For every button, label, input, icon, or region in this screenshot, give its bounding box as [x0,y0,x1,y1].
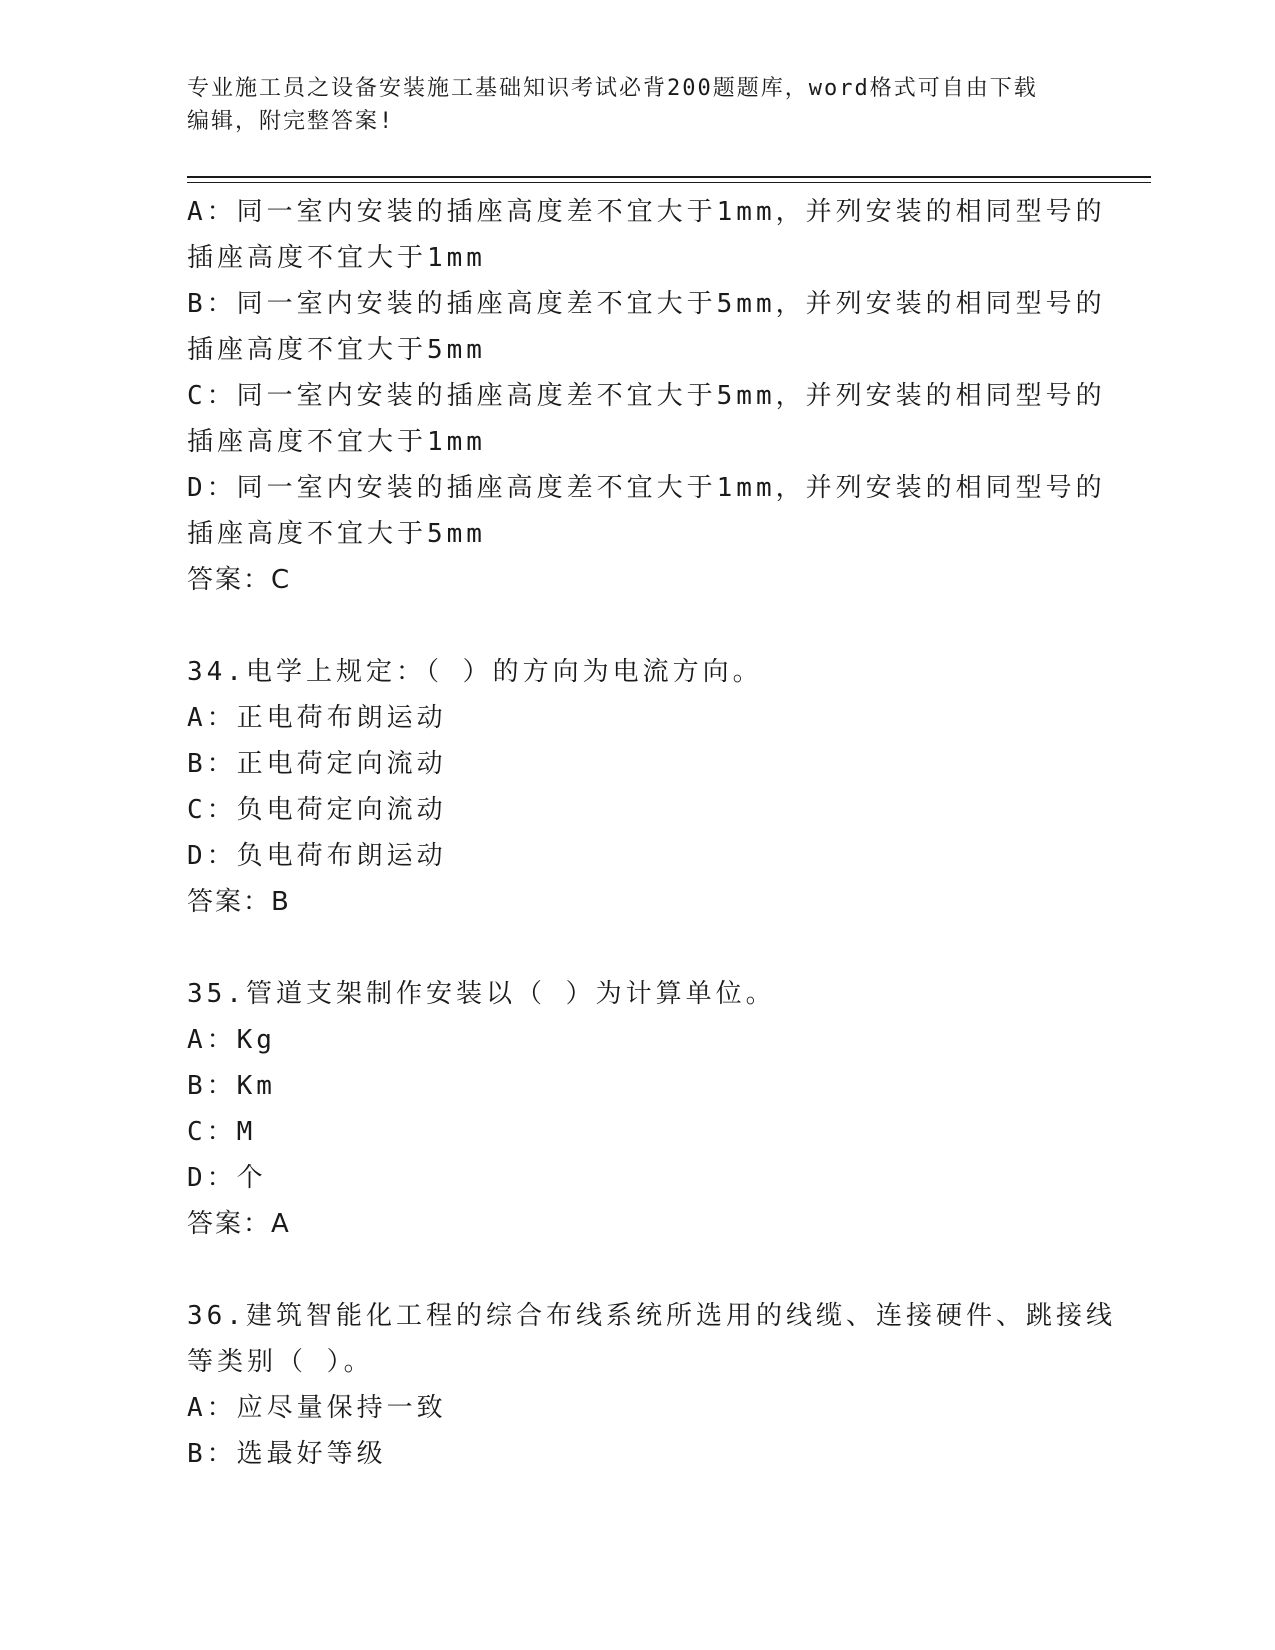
header-title-line2: 编辑，附完整答案! [187,109,395,134]
question-content [187,189,1116,1477]
question-33 [187,189,1106,603]
option-c-line1: C：同一室内安装的插座高度差不宜大于5mm，并列安装的相同型号的 [187,381,1106,411]
header-title-line1: 专业施工员之设备安装施工基础知识考试必背200题题库，word格式可自由下载 [187,76,1038,101]
spacer [187,603,1087,649]
option-d: D：个 [187,1163,267,1193]
option-b-line2: 插座高度不宜大于5mm [187,335,486,365]
option-c: C：负电荷定向流动 [187,795,447,825]
option-b: B：正电荷定向流动 [187,749,447,779]
option-a: A：正电荷布朗运动 [187,703,447,733]
question-34-text: 34.电学上规定：（ ）的方向为电流方向。 [187,657,763,687]
question-34 [187,649,1087,925]
question-36 [187,1293,1116,1477]
option-b: B：选最好等级 [187,1439,387,1469]
question-35-text: 35.管道支架制作安装以（ ）为计算单位。 [187,979,776,1009]
document-header [187,72,1087,138]
option-a-line2: 插座高度不宜大于1mm [187,243,486,273]
question-35 [187,971,1087,1247]
option-d-line2: 插座高度不宜大于5mm [187,519,486,549]
spacer [187,1247,1087,1293]
question-36-text-line2: 等类别（ ）。 [187,1347,374,1377]
option-a: A：应尽量保持一致 [187,1393,447,1423]
answer-35: 答案：A [187,1209,291,1239]
option-b-line1: B：同一室内安装的插座高度差不宜大于5mm，并列安装的相同型号的 [187,289,1106,319]
option-a-line1: A：同一室内安装的插座高度差不宜大于1mm，并列安装的相同型号的 [187,197,1106,227]
header-divider-thin [187,182,1151,183]
question-36-text-line1: 36.建筑智能化工程的综合布线系统所选用的线缆、连接硬件、跳接线 [187,1301,1116,1331]
option-c-line2: 插座高度不宜大于1mm [187,427,486,457]
spacer [187,925,1087,971]
option-a: A：Kg [187,1025,276,1055]
option-b: B：Km [187,1071,276,1101]
answer-33: 答案：C [187,565,292,595]
option-c: C：M [187,1117,257,1147]
option-d: D：负电荷布朗运动 [187,841,447,871]
answer-34: 答案：B [187,887,291,917]
option-d-line1: D：同一室内安装的插座高度差不宜大于1mm，并列安装的相同型号的 [187,473,1106,503]
header-divider-thick [187,176,1151,178]
